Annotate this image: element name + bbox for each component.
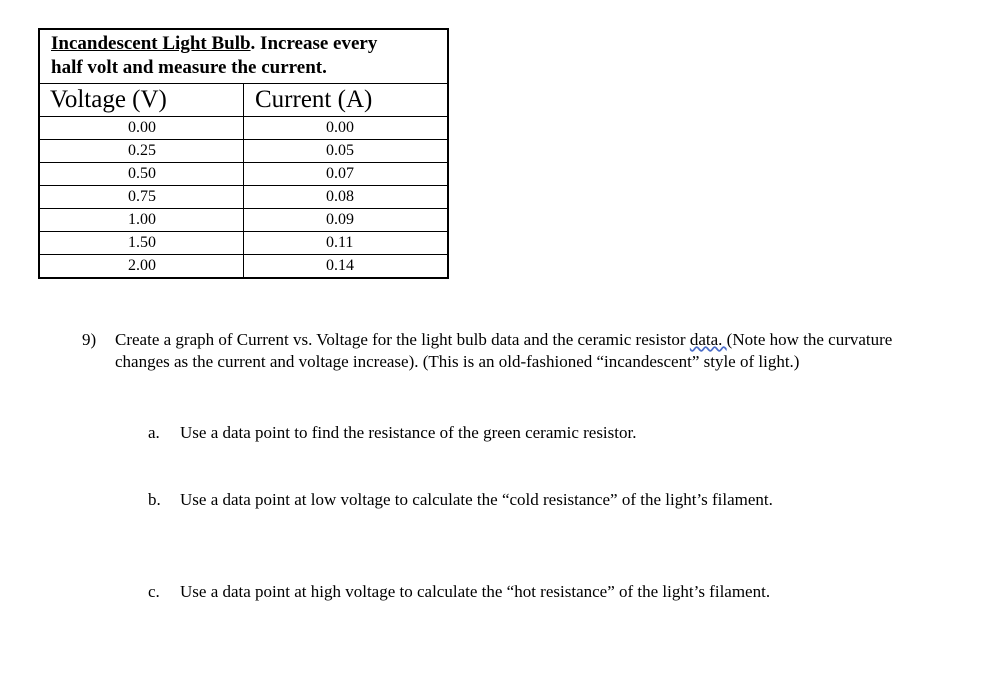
question-text-end: (Note how the curvature changes as the current and voltage increase). (This is an old-fashioned “incandescent” style of light.) xyxy=(115,330,893,371)
current-cell: 0.05 xyxy=(244,139,449,162)
table-row xyxy=(39,254,448,278)
current-cell: 0.09 xyxy=(244,208,449,231)
table-row xyxy=(39,185,448,208)
caption-text-line2: half volt and measure the current. xyxy=(51,57,327,78)
voltage-cell: 2.00 xyxy=(39,254,244,278)
current-cell: 0.11 xyxy=(244,231,449,254)
voltage-cell: 0.00 xyxy=(39,116,244,139)
part-text: Use a data point at low voltage to calculate the “cold resistance” of the light’s filament. xyxy=(180,490,773,509)
current-cell: 0.14 xyxy=(244,254,449,278)
voltage-cell: 0.25 xyxy=(39,139,244,162)
question-text xyxy=(115,329,932,373)
part-letter: a. xyxy=(148,423,160,442)
current-cell: 0.08 xyxy=(244,185,449,208)
voltage-cell: 1.50 xyxy=(39,231,244,254)
part-letter: c. xyxy=(148,582,160,601)
question-number: 9) xyxy=(82,330,97,349)
part-text: Use a data point at high voltage to calculate the “hot resistance” of the light’s filament. xyxy=(180,582,771,601)
voltage-header: Voltage (V) xyxy=(39,83,244,116)
question-9 xyxy=(82,329,932,373)
table-row xyxy=(39,116,448,139)
current-cell: 0.07 xyxy=(244,162,449,185)
voltage-cell: 0.50 xyxy=(39,162,244,185)
voltage-cell: 0.75 xyxy=(39,185,244,208)
current-header: Current (A) xyxy=(244,83,449,116)
voltage-cell: 1.00 xyxy=(39,208,244,231)
caption-text: . Increase every xyxy=(250,33,378,54)
part-letter: b. xyxy=(148,490,161,509)
table-row xyxy=(39,162,448,185)
caption-title: Incandescent Light Bulb xyxy=(51,33,251,54)
iv-data-table xyxy=(38,28,449,279)
question-text-start: Create a graph of Current vs. Voltage for the light bulb data and the ceramic resistor xyxy=(115,330,690,349)
spellcheck-flagged-word[interactable]: data. xyxy=(689,330,727,349)
table-row xyxy=(39,139,448,162)
table-row xyxy=(39,231,448,254)
table-caption xyxy=(39,29,448,83)
part-text: Use a data point to find the resistance of the green ceramic resistor. xyxy=(180,423,637,442)
current-cell: 0.00 xyxy=(244,116,449,139)
table-row xyxy=(39,208,448,231)
